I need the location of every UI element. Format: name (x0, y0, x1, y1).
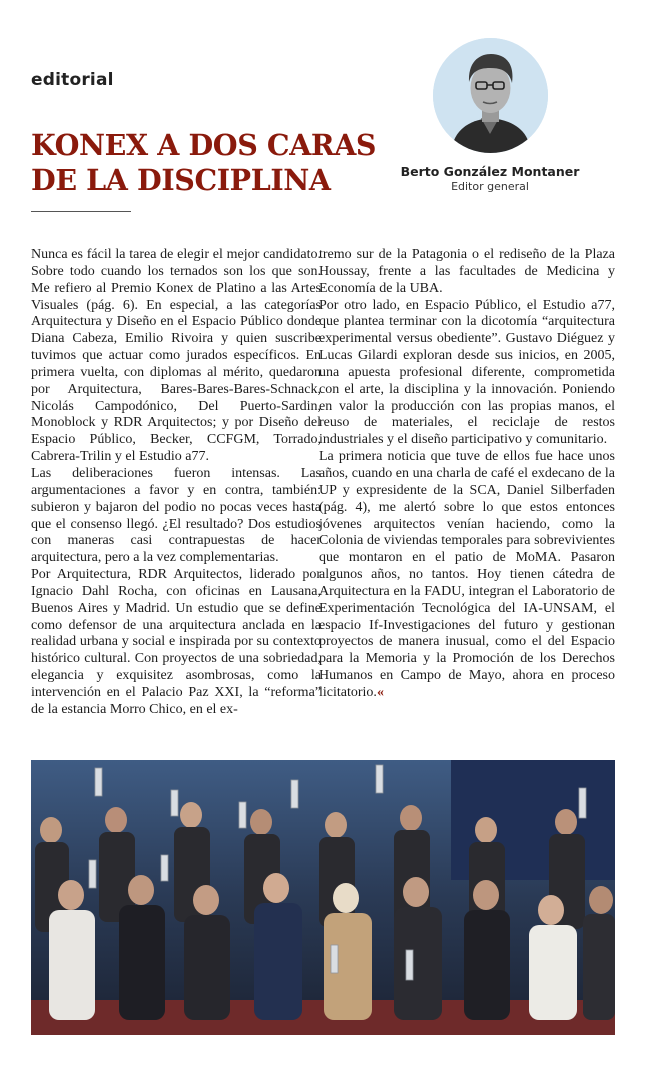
body-paragraph: tremo sur de la Patagonia o el rediseño de la Plaza Houssay, frente a las facultades de Medicina y Economía de la UBA. (319, 247, 615, 296)
body-paragraph: Las deliberaciones fueron intensas. Las argumentaciones a favor y en contra, también: subieron y bajaron del podio no pocas veces hasta que el consenso llegó. ¿El resultado? Dos estudios con maneras casi contrapuestas de hacer arquitectura, pero a la vez complementarias. (31, 465, 321, 566)
article-column-right (319, 247, 615, 702)
article-headline (31, 128, 391, 198)
headline-line-2: DE LA DISCIPLINA (31, 163, 331, 197)
section-label: editorial (31, 70, 114, 90)
author-name: Berto González Montaner (400, 164, 580, 179)
body-paragraph-text: La primera noticia que tuve de ellos fue hace unos años, cuando en una charla de café el exdecano de la UP y expresidente de la SCA, Daniel Silberfaden (pág. 4), me alertó sobre lo que estos entonces jóvenes arquitectos venían haciendo, como la Colonia de viviendas temporales para sobrevivientes que montaron en el patio de MoMA. Pasaron algunos años, no tantos. Hoy tienen cátedra de Arquitectura en la FADU, integran el Laboratorio de Experimentación Tecnológica del IA-UNSAM, el espacio If-Investigaciones del futuro y gestionan proyectos de manera inusual, como el del Espacio para la Memoria y la Promoción de los Derechos Humanos en Campo de Mayo, ahora en proceso licitatorio. (319, 449, 615, 700)
award-ceremony-photo (31, 760, 615, 1035)
author-role: Editor general (451, 180, 529, 193)
headline-line-1: KONEX A DOS CARAS (31, 128, 377, 162)
headline-divider (31, 211, 131, 212)
author-portrait-icon (433, 38, 548, 153)
body-paragraph: Nunca es fácil la tarea de elegir el mejor candidato. Sobre todo cuando los ternados son los que son. Me refiero al Premio Konex de Platino a las Artes Visuales (pág. 6). En especial, a las categorías Arquitectura y Diseño en el Espacio Público donde Diana Cabeza, Emilio Rivoira y quien suscribe tuvimos que actuar como jurados específicos. En primera vuelta, con diplomas al mérito, quedaron por Arquitectura, Bares-Bares-Bares-Schnack, Nicolás Campodónico, Del Puerto-Sardin, Monoblock y RDR Arquitectos; y por Diseño del Espacio Público, Becker, CCFGM, Torrado, Cabrera-Trilin y el Estudio a77. (31, 247, 321, 465)
author-avatar (433, 38, 548, 153)
end-of-article-mark: « (376, 684, 384, 700)
body-paragraph: Por otro lado, en Espacio Público, el Estudio a77, que plantea terminar con la dicotomía “arquitectura experimental versus obediente”. Gustavo Diéguez y Lucas Gilardi exploran desde sus inicios, en 2005, una apuesta profesional diferente, comprometida con el arte, la disciplina y la innovación. Poniendo en valor la producción con las propias manos, el reuso de materiales, el reciclaje de restos industriales y el diseño participativo y comunitario. (319, 297, 615, 448)
article-column-left (31, 247, 321, 719)
award-ceremony-group-photo-icon (31, 760, 615, 1035)
body-paragraph-last (319, 449, 615, 702)
body-paragraph: Por Arquitectura, RDR Arquitectos, liderado por Ignacio Dahl Rocha, con oficinas en Lausana, Buenos Aires y Madrid. Un estudio que se define como defensor de una arquitectura anclada en la realidad urbana y social e inspirada por su contexto histórico cultural. Con proyectos de una sobriedad, elegancia y exquisitez asombrosas, como la intervención en el Palacio Paz XXI, la “reforma” de la estancia Morro Chico, en el ex- (31, 567, 321, 717)
